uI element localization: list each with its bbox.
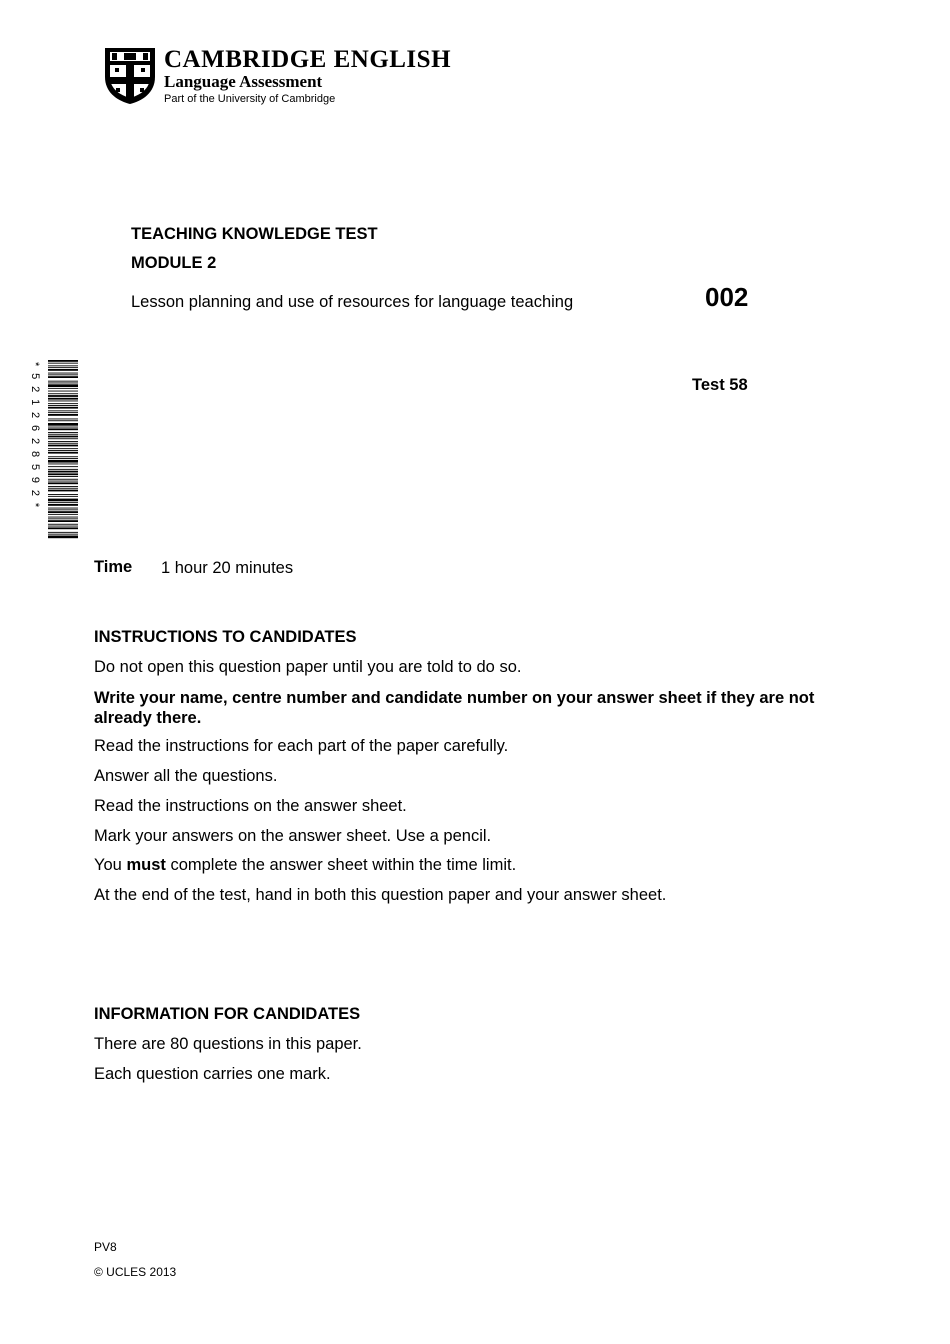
- information-line: Each question carries one mark.: [94, 1065, 331, 1083]
- barcode-bar: [48, 427, 78, 428]
- barcode-bar: [48, 405, 78, 406]
- barcode-bar: [48, 499, 78, 502]
- barcode-bar: [48, 423, 78, 426]
- barcode-bar: [48, 517, 78, 518]
- barcode-bar: [48, 488, 78, 489]
- barcode-bar: [48, 511, 78, 513]
- barcode-bar: [48, 471, 78, 473]
- barcode-bar: [48, 502, 78, 503]
- barcode-bar: [48, 508, 78, 509]
- barcode-bar: [48, 504, 78, 506]
- barcode-bar: [48, 376, 78, 378]
- barcode-bar: [48, 374, 78, 375]
- barcode-bar: [48, 436, 78, 438]
- instruction-line: Answer all the questions.: [94, 767, 278, 785]
- barcode-bar: [48, 360, 78, 362]
- barcode-bar: [48, 526, 78, 527]
- time-label: Time: [94, 558, 133, 576]
- barcode-bar: [48, 412, 78, 413]
- barcode-bar: [48, 428, 78, 430]
- barcode-bar: [48, 496, 78, 497]
- paper-code: 002: [705, 282, 749, 312]
- barcode-bar: [48, 473, 78, 475]
- barcode-bar: [48, 420, 78, 421]
- barcode-bar: [48, 403, 78, 404]
- barcode-bar: [48, 410, 78, 411]
- cambridge-shield-logo: [104, 47, 156, 105]
- must-before: You: [94, 856, 127, 874]
- barcode-bar: [48, 438, 78, 439]
- test-title: TEACHING KNOWLEDGE TEST: [131, 225, 378, 243]
- footer-copyright: © UCLES 2013: [94, 1265, 177, 1279]
- test-number: Test 58: [692, 376, 748, 394]
- barcode-bar: [48, 373, 78, 374]
- barcode-bar: [48, 395, 78, 397]
- barcode-digits: * 5 2 1 2 6 2 8 5 9 2 *: [29, 362, 41, 510]
- information-heading: INFORMATION FOR CANDIDATES: [94, 1005, 361, 1023]
- barcode-bar: [48, 365, 78, 366]
- barcode-bar: [48, 384, 78, 387]
- time-value: 1 hour 20 minutes: [161, 559, 294, 577]
- barcode-bar: [48, 534, 78, 535]
- barcode-bar: [48, 448, 78, 449]
- barcode-bar: [48, 393, 78, 394]
- barcode-bar: [48, 367, 78, 368]
- instruction-line: Read the instructions for each part of the paper carefully.: [94, 737, 509, 755]
- barcode-bar: [48, 388, 78, 389]
- barcode-bar: [48, 434, 78, 435]
- barcode-bar: [48, 414, 78, 416]
- barcode-bar: [48, 407, 78, 409]
- barcode-bar: [48, 443, 78, 444]
- barcode-bar: [48, 514, 78, 515]
- barcode-bar: [48, 482, 78, 484]
- barcode-bar: [48, 369, 78, 371]
- barcode-bar: [48, 456, 78, 457]
- barcode-bar: [48, 524, 78, 525]
- barcode-bar: [48, 432, 78, 433]
- must-after: complete the answer sheet within the time limit.: [165, 856, 517, 874]
- barcode-bar: [48, 536, 78, 539]
- logo-title: CAMBRIDGE ENGLISH: [164, 46, 452, 73]
- barcode-bar: [48, 391, 78, 392]
- module-description: Lesson planning and use of resources for language teaching: [131, 293, 574, 311]
- barcode-bar: [48, 419, 78, 420]
- barcode-bar: [48, 466, 78, 467]
- barcode-bar: [48, 458, 78, 459]
- barcode-bar: [48, 486, 78, 487]
- barcode-bar: [48, 398, 78, 400]
- instructions-heading: INSTRUCTIONS TO CANDIDATES: [94, 628, 357, 646]
- must-emphasis: must: [126, 856, 166, 874]
- barcode-bar: [48, 476, 78, 477]
- barcode-bar: [48, 460, 78, 463]
- barcode-bar: [48, 527, 78, 529]
- barcode-bar: [48, 518, 78, 519]
- barcode-bar: [48, 509, 78, 510]
- barcode-bar: [48, 520, 78, 522]
- barcode-bar: [48, 494, 78, 495]
- barcode-bar: [48, 445, 78, 447]
- instruction-line-bold: Write your name, centre number and candidate number on your answer sheet if they are not already there.: [94, 689, 815, 727]
- barcode-bar: [48, 401, 78, 402]
- barcode-bar: [48, 490, 78, 492]
- instruction-line-must: [94, 856, 516, 875]
- instruction-line: Do not open this question paper until you are told to do so.: [94, 658, 522, 676]
- instruction-line: Read the instructions on the answer sheet.: [94, 797, 407, 815]
- logo-subtitle: Language Assessment: [164, 72, 323, 91]
- barcode-bar: [48, 441, 78, 442]
- instruction-line: Mark your answers on the answer sheet. Use a pencil.: [94, 827, 492, 845]
- barcode-bar: [48, 381, 78, 382]
- instruction-line: At the end of the test, hand in both this question paper and your answer sheet.: [94, 886, 667, 904]
- barcode-bar: [48, 383, 78, 384]
- module-label: MODULE 2: [131, 254, 217, 272]
- barcode-bar: [48, 479, 78, 480]
- barcode-bar: [48, 469, 78, 470]
- barcode-bar: [48, 481, 78, 482]
- barcode-bar: [48, 450, 78, 451]
- barcode-bar: [48, 363, 78, 364]
- barcode: [26, 358, 80, 540]
- footer-code: PV8: [94, 1240, 117, 1254]
- barcode-bar: [48, 464, 78, 465]
- information-line: There are 80 questions in this paper.: [94, 1035, 362, 1053]
- logo-tagline: Part of the University of Cambridge: [164, 93, 336, 105]
- barcode-bar: [48, 532, 78, 533]
- barcode-bar: [48, 452, 78, 454]
